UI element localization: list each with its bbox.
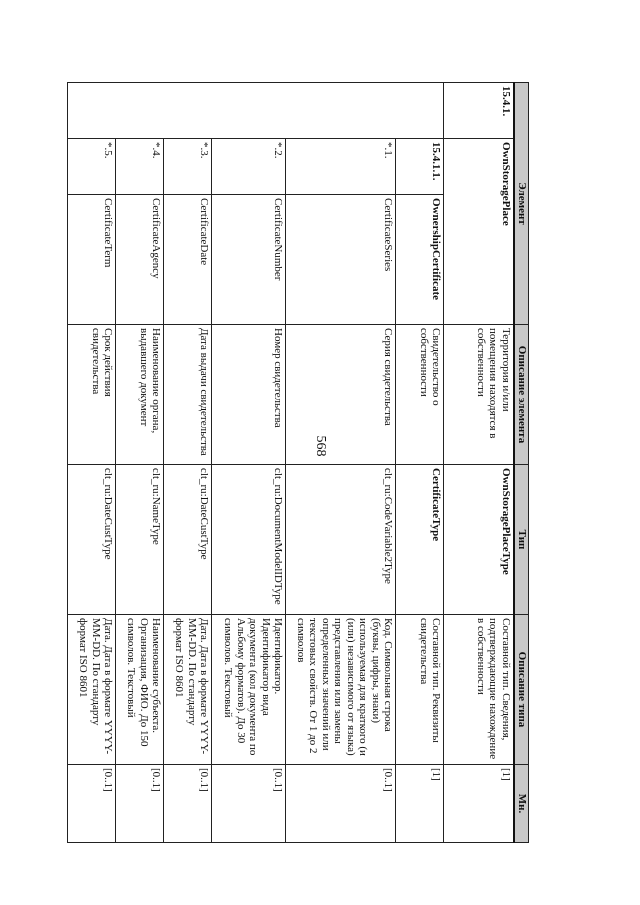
indent-cell [116,83,164,139]
element-name: CertificateTerm [68,195,116,325]
element-type: clt_ru:DateCustType [68,465,116,615]
element-description: Наименование органа, выдавшего документ [116,325,164,465]
type-description: Идентификатор. Идентификатор вида документа (кол документа по Альбому форматов). До 30 символов. Текстовый [212,615,286,765]
element-name: OwnershipCertificate [396,195,444,325]
element-description: Срок действия свидетельства [68,325,116,465]
element-name: CertificateSeries [286,195,396,325]
header-multiplicity: Мн. [514,765,529,843]
multiplicity: [1] [396,765,444,843]
type-description: Код. Символьная строка (буквы, цифры, знаки) используемая для краткого (и (или) независимого от языка) представления или замены определенных значений или текстовых свойств. От 1 до 2 символов [286,615,396,765]
table-row [164,83,212,843]
multiplicity: [0..1] [68,765,116,843]
table-row [286,83,396,843]
header-element-description: Описание элемента [514,325,529,465]
header-element: Элемент [514,83,529,325]
element-name: CertificateNumber [212,195,286,325]
row-number: *.1. [286,139,396,195]
row-number: *.3. [164,139,212,195]
elements-table [68,82,530,843]
type-description: Составной тип. Сведения, подтверждающие нахождение в собственности [444,615,514,765]
page-number: 568 [313,435,328,457]
element-description: Дата выдачи свидетельства [164,325,212,465]
table-row [116,83,164,843]
table-row [444,83,514,843]
indent-cell [286,83,396,139]
element-name: CertificateAgency [116,195,164,325]
multiplicity: [0..1] [286,765,396,843]
element-description: Номер свидетельства [212,325,286,465]
element-name: CertificateDate [164,195,212,325]
row-number: *.5. [68,139,116,195]
element-type: CertificateType [396,465,444,615]
header-type-description: Описание типа [514,615,529,765]
indent-cell [396,83,444,139]
type-description: Дата. Дата в формате YYYY-MM-DD. По стандарту формат ISO 8601 [68,615,116,765]
table-header-row [514,83,529,843]
header-type: Тип [514,465,529,615]
rotated-page-content [77,82,529,842]
indent-cell [164,83,212,139]
multiplicity: [0..1] [212,765,286,843]
multiplicity: [0..1] [116,765,164,843]
row-number: 15.4.1.1. [396,139,444,195]
element-type: clt_ru:NameType [116,465,164,615]
table-row [396,83,444,843]
element-description: Серия свидетельства [286,325,396,465]
type-description: Составной тип. Реквизиты свидетельства [396,615,444,765]
table-row [68,83,116,843]
element-type: OwnStoragePlaceType [444,465,514,615]
indent-cell [68,83,116,139]
row-number: *.4. [116,139,164,195]
row-number: *.2. [212,139,286,195]
table-row [212,83,286,843]
multiplicity: [0..1] [164,765,212,843]
element-type: clt_ru:CodeVariable2Type [286,465,396,615]
row-number: 15.4.1. [444,83,514,139]
element-description: Территория и/или помещения находятся в собственности [444,325,514,465]
element-description: Свидетельство о собственности [396,325,444,465]
type-description: Наименование субъекта. Организация, ФИО. До 150 символов. Текстовый [116,615,164,765]
multiplicity: [1] [444,765,514,843]
element-name: OwnStoragePlace [444,139,514,325]
element-type: clt_ru:DocumentModelIDType [212,465,286,615]
element-type: clt_ru:DateCustType [164,465,212,615]
type-description: Дата. Дата в формате YYYY-MM-DD. По стандарту формат ISO 8601 [164,615,212,765]
indent-cell [212,83,286,139]
